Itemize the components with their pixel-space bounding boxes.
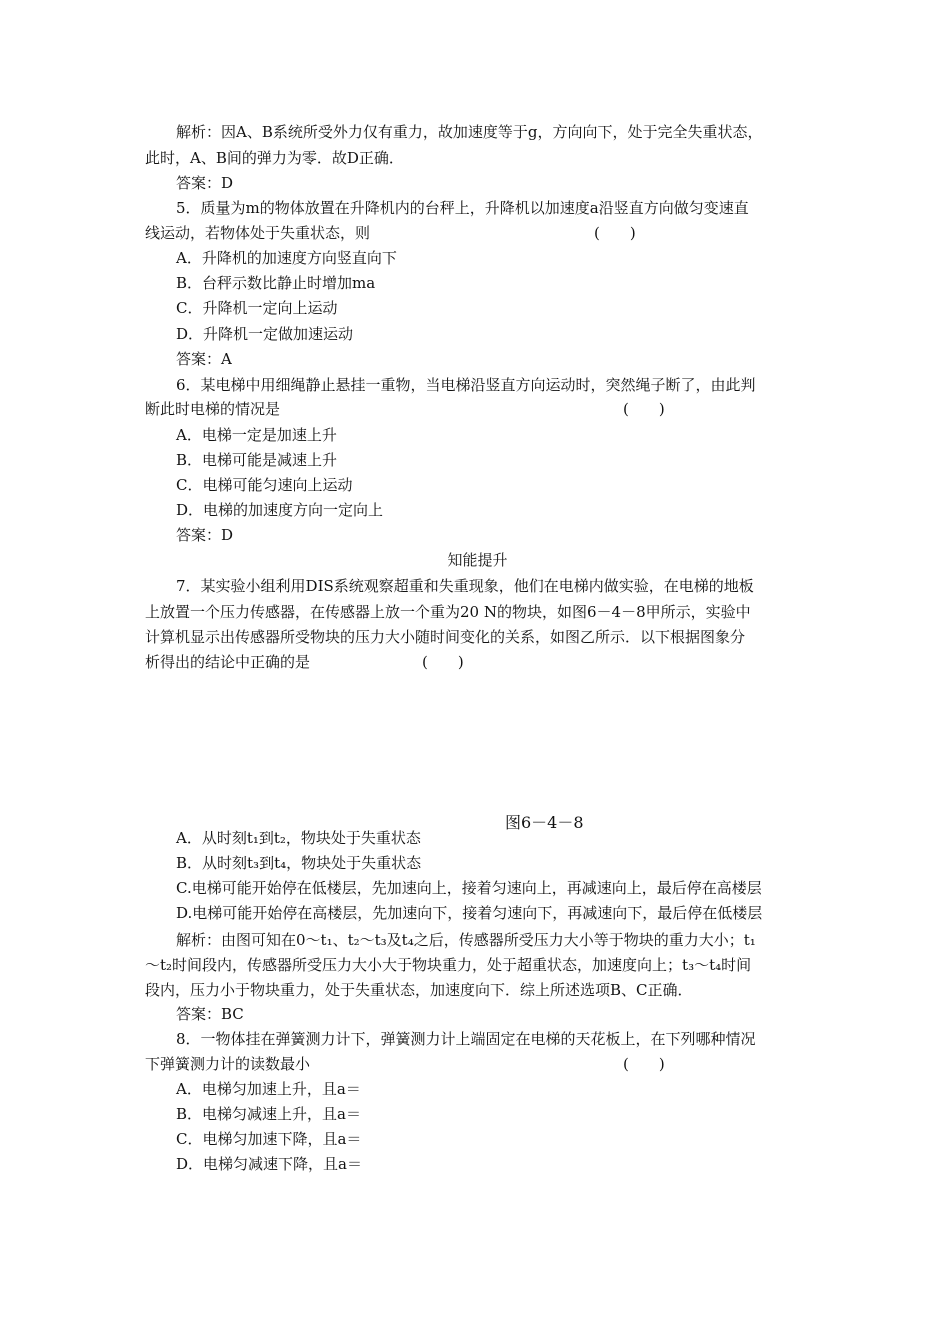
figure-caption: 图6－4－8 (505, 813, 584, 832)
analysis-line: 解析：由图可知在0～t₁、t₂～t₃及t₄之后，传感器所受压力大小等于物块的重力大小；t₁ (176, 931, 756, 949)
analysis-line: ～t₂时间段内，传感器所受压力大小大于物块重力，处于超重状态，加速度向上；t₃～t₄时间 (145, 956, 752, 974)
answer-blank: ( ) (594, 224, 636, 242)
question-5-stem: 线运动，若物体处于失重状态，则 (145, 224, 371, 242)
option-c: C．电梯匀加速下降，且a＝ (176, 1130, 362, 1148)
answer-line: 答案：BC (176, 1005, 244, 1023)
question-6-stem: 断此时电梯的情况是 (145, 400, 281, 418)
answer-blank: ( ) (623, 400, 665, 418)
option-c: C.电梯可能开始停在低楼层，先加速向上，接着匀速向上，再减速向上，最后停在高楼层 (176, 879, 762, 897)
answer-line: 答案：A (176, 350, 232, 368)
option-b: B．台秤示数比静止时增加ma (176, 274, 376, 292)
answer-blank: ( ) (623, 1055, 665, 1073)
question-5-stem: 5．质量为m的物体放置在升降机内的台秤上，升降机以加速度a沿竖直方向做匀变速直 (176, 199, 749, 217)
answer-line: 答案：D (176, 174, 234, 192)
section-title: 知能提升 (447, 551, 508, 569)
analysis-line: 段内，压力小于物块重力，处于失重状态，加速度向下．综上所述选项B、C正确． (145, 981, 693, 999)
question-6-stem: 6．某电梯中用细绳静止悬挂一重物，当电梯沿竖直方向运动时，突然绳子断了，由此判 (176, 376, 756, 394)
answer-line: 答案：D (176, 526, 234, 544)
analysis-line: 此时，A、B间的弹力为零．故D正确． (145, 149, 404, 167)
question-7-stem: 上放置一个压力传感器，在传感器上放一个重为20 N的物块，如图6－4－8甲所示，实验中 (145, 603, 751, 621)
question-8-stem: 8．一物体挂在弹簧测力计下，弹簧测力计上端固定在电梯的天花板上，在下列哪种情况 (176, 1030, 756, 1048)
option-a: A．从时刻t₁到t₂，物块处于失重状态 (176, 829, 421, 847)
option-d: D．电梯匀减速下降，且a＝ (176, 1155, 362, 1173)
option-b: B．电梯匀减速上升，且a＝ (176, 1105, 361, 1123)
analysis-line: 解析：因A、B系统所受外力仅有重力，故加速度等于g，方向向下，处于完全失重状态， (176, 123, 763, 141)
option-d: D．升降机一定做加速运动 (176, 325, 354, 343)
option-c: C．电梯可能匀速向上运动 (176, 476, 353, 494)
question-8-stem: 下弹簧测力计的读数最小 (145, 1055, 311, 1073)
option-c: C．升降机一定向上运动 (176, 299, 338, 317)
question-7-stem: 析得出的结论中正确的是 (145, 653, 311, 671)
question-7-stem: 7．某实验小组利用DIS系统观察超重和失重现象，他们在电梯内做实验，在电梯的地板 (176, 577, 754, 595)
option-a: A．电梯匀加速上升，且a＝ (176, 1080, 361, 1098)
option-b: B．电梯可能是减速上升 (176, 451, 338, 469)
option-a: A．电梯一定是加速上升 (176, 426, 337, 444)
answer-blank: ( ) (422, 653, 464, 671)
question-7-stem: 计算机显示出传感器所受物块的压力大小随时间变化的关系，如图乙所示．以下根据图象分 (145, 628, 746, 646)
option-d: D.电梯可能开始停在高楼层，先加速向下，接着匀速向下，再减速向下，最后停在低楼层 (176, 904, 763, 922)
option-d: D．电梯的加速度方向一定向上 (176, 501, 384, 519)
option-a: A．升降机的加速度方向竖直向下 (176, 249, 397, 267)
option-b: B．从时刻t₃到t₄，物块处于失重状态 (176, 854, 422, 872)
